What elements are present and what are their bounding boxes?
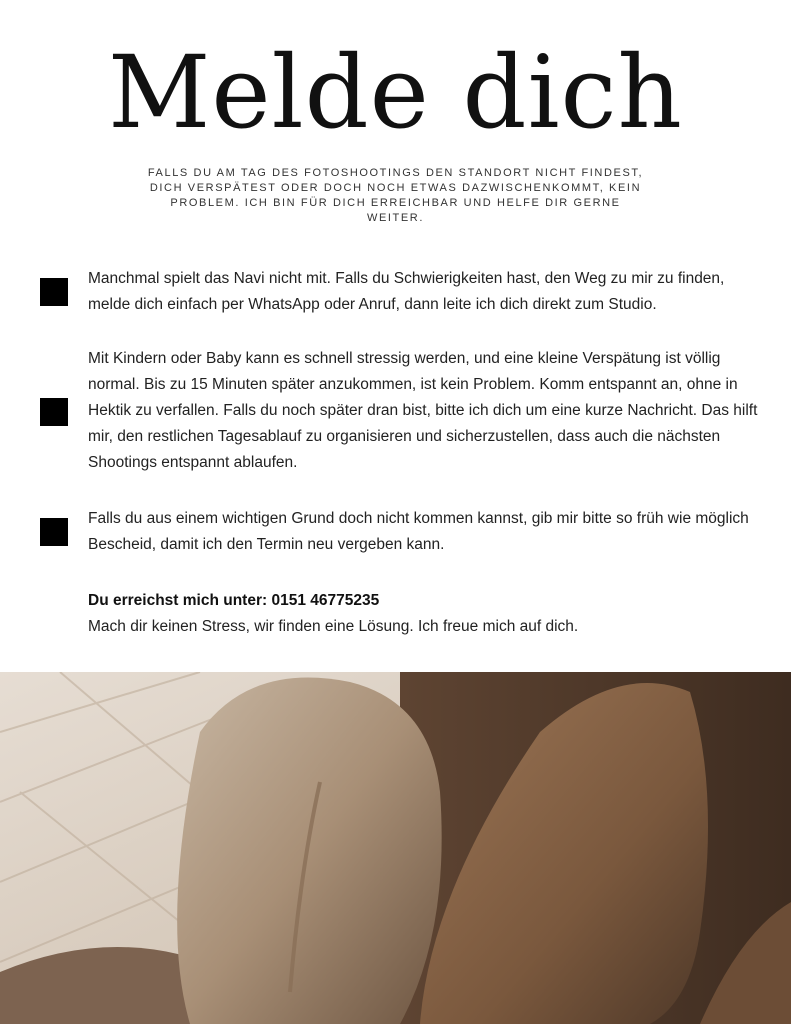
square-bullet-icon <box>40 398 68 426</box>
list-item-text: Manchmal spielt das Navi nicht mit. Falls du Schwierigkeiten hast, den Weg zu mir zu finden, melde dich einfach per WhatsApp oder Anruf, dann leite ich dich direkt zum Studio. <box>88 270 725 313</box>
list-item-text: Mit Kindern oder Baby kann es schnell stressig werden, und eine kleine Verspätung ist völlig normal. Bis zu 15 Minuten später anzukommen, ist kein Problem. Komm entspannt an, ohne in Hektik zu verfallen. Falls du noch später dran bist, bitte ich dich um eine kurze Nachricht. Das hilft mir, den restlichen Tagesablauf zu organisieren und sicherzustellen, dass auch die nächsten Shootings entspannt ablaufen. <box>88 350 758 471</box>
square-bullet-icon <box>40 518 68 546</box>
list-item-text: Falls du aus einem wichtigen Grund doch nicht kommen kannst, gib mir bitte so früh wie möglich Bescheid, damit ich den Termin neu vergeben kann. <box>88 510 749 553</box>
contact-note: Mach dir keinen Stress, wir finden eine Lösung. Ich freue mich auf dich. <box>88 618 579 635</box>
contact-block <box>88 588 768 640</box>
page-title: Melde dich <box>108 34 683 151</box>
subtitle: FALLS DU AM TAG DES FOTOSHOOTINGS DEN STANDORT NICHT FINDEST, DICH VERSPÄTEST ODER DOCH NOCH ETWAS DAZWISCHENKOMMT, KEIN PROBLEM. ICH BIN FÜR DICH ERREICHBAR UND HELFE DIR GERNE WEITER. <box>147 167 644 224</box>
pillows-photo <box>0 672 791 1024</box>
pillows-illustration <box>0 672 791 1024</box>
square-bullet-icon <box>40 278 68 306</box>
contact-phone: Du erreichst mich unter: 0151 46775235 <box>88 592 380 609</box>
